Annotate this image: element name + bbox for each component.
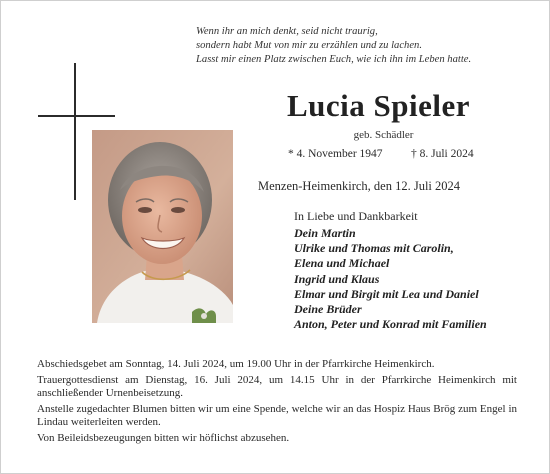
mourner-line: Anton, Peter und Konrad mit Familien [294, 317, 487, 332]
portrait-photo [92, 130, 233, 323]
cross-vertical-bar [74, 63, 76, 200]
note-donation: Anstelle zugedachter Blumen bitten wir um eine Spende, welche wir an das Hospiz Haus Brög zum Engel in Lindau weiterleiten werden. [37, 403, 517, 428]
poem-line: Lasst mir einen Platz zwischen Euch, wie ich ihn im Leben hatte. [196, 54, 472, 65]
mourners-intro: In Liebe und Dankbarkeit [294, 209, 418, 223]
mourners-list [294, 209, 534, 332]
poem [196, 25, 526, 67]
service-notes [37, 358, 517, 448]
cross-horizontal-bar [38, 115, 115, 117]
death-date: † 8. Juli 2024 [411, 148, 474, 160]
mourner-line: Elmar und Birgit mit Lea und Daniel [294, 286, 479, 301]
mourner-line: Ulrike und Thomas mit Carolin, [294, 241, 454, 256]
note-funeral-service: Trauergottesdienst am Dienstag, 16. Juli 2024, um 14.15 Uhr in der Pfarrkirche Heimenkirch mit anschließender Urnenbeisetzung. [37, 374, 517, 399]
mourner-line: Ingrid und Klaus [294, 271, 380, 286]
birth-date: * 4. November 1947 [288, 148, 383, 160]
poem-line: sondern habt Mut von mir zu erzählen und zu lachen. [196, 40, 422, 51]
deceased-name: Lucia Spieler [286, 88, 471, 123]
mourner-line: Elena und Michael [294, 256, 390, 271]
mourner-line: Dein Martin [294, 226, 356, 240]
note-condolences: Von Beileidsbezeugungen bitten wir höflichst abzusehen. [37, 432, 290, 444]
mourner-line: Deine Brüder [294, 302, 362, 317]
place-date: Menzen-Heimenkirch, den 12. Juli 2024 [258, 179, 461, 193]
note-prayer: Abschiedsgebet am Sonntag, 14. Juli 2024, um 19.00 Uhr in der Pfarrkirche Heimenkirch. [37, 358, 435, 370]
poem-line: Wenn ihr an mich denkt, seid nicht traurig, [196, 26, 378, 37]
birth-name: geb. Schädler [353, 129, 414, 141]
